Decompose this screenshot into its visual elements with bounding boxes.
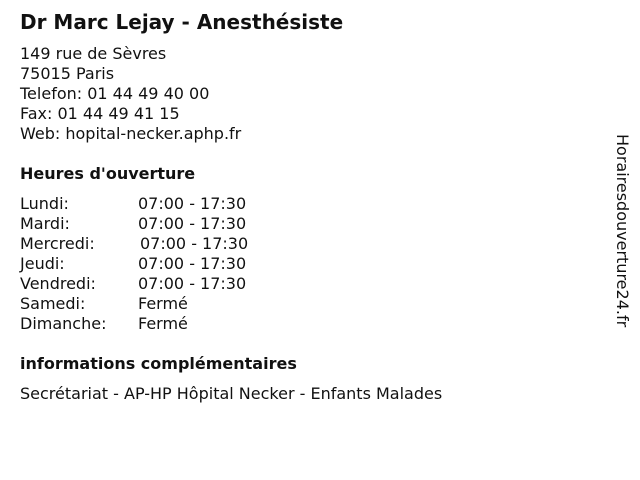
time-value: Fermé <box>138 294 188 313</box>
day-label: Mercredi: <box>20 234 95 253</box>
day-label: Vendredi: <box>20 274 96 293</box>
additional-info-heading: informations complémentaires <box>20 354 297 373</box>
site-watermark: Horairesdouverture24.fr <box>613 134 632 328</box>
day-label: Mardi: <box>20 214 70 233</box>
additional-info-text: Secrétariat - AP-HP Hôpital Necker - Enfants Malades <box>20 384 443 403</box>
phone-number: Telefon: 01 44 49 40 00 <box>20 84 210 103</box>
time-value: 07:00 - 17:30 <box>138 254 247 273</box>
website: Web: hopital-necker.aphp.fr <box>20 124 242 143</box>
day-label: Dimanche: <box>20 314 107 333</box>
time-value: 07:00 - 17:30 <box>138 274 247 293</box>
address-block <box>20 44 241 144</box>
day-label: Samedi: <box>20 294 86 313</box>
opening-hours-heading: Heures d'ouverture <box>20 164 196 183</box>
fax-number: Fax: 01 44 49 41 15 <box>20 104 180 123</box>
page-title: Dr Marc Lejay - Anesthésiste <box>20 10 344 34</box>
time-value: 07:00 - 17:30 <box>138 194 247 213</box>
time-value: 07:00 - 17:30 <box>138 214 247 233</box>
day-label: Jeudi: <box>20 254 65 273</box>
time-value: Fermé <box>138 314 188 333</box>
time-value: 07:00 - 17:30 <box>140 234 249 253</box>
address-city: 75015 Paris <box>20 64 115 83</box>
day-label: Lundi: <box>20 194 69 213</box>
address-street: 149 rue de Sèvres <box>20 44 167 63</box>
